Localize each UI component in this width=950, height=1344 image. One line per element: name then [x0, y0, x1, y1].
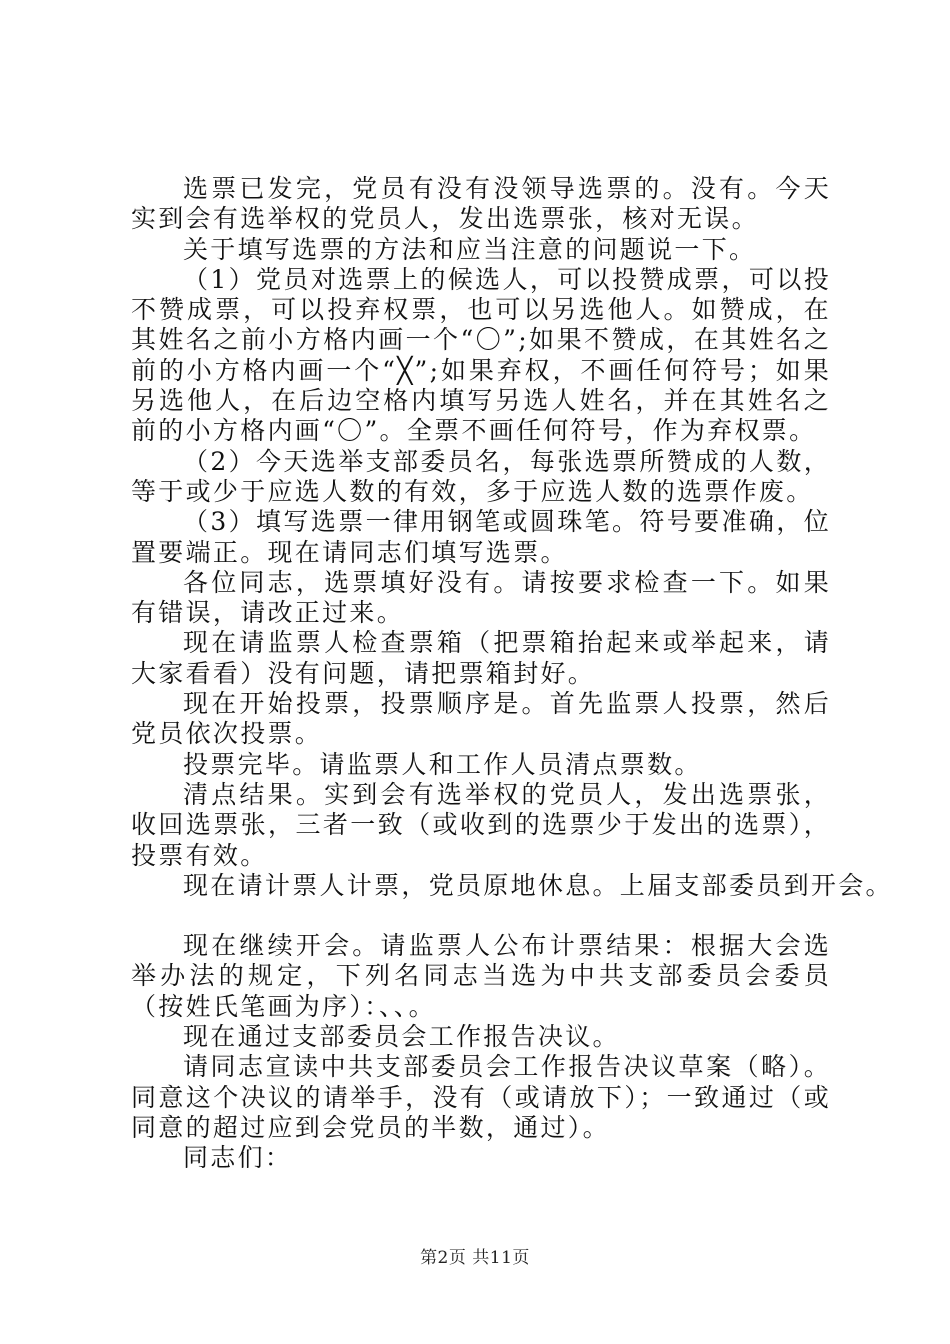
page-number-footer: 第2页 共11页 [420, 1248, 530, 1268]
paragraph: （1）党员对选票上的候选人，可以投赞成票，可以投不赞成票，可以投弃权票，也可以另选他人。如赞成，在其姓名之前小方格内画一个“〇”;如果不赞成，在其姓名之前的小方格内画一个“╳”;如果弃权，不画任何符号；如果另选他人，在后边空格内填写另选人姓名，并在其姓名之前的小方格内画“〇”。全票不画任何符号，作为弃权票。 [131, 264, 831, 446]
paragraph: 投票完毕。请监票人和工作人员清点票数。 [183, 749, 702, 779]
paragraph: 关于填写选票的方法和应当注意的问题说一下。 [183, 234, 757, 264]
paragraph: （2）今天选举支部委员名，每张选票所赞成的人数，等于或少于应选人数的有效，多于应选人数的选票作废。 [131, 446, 831, 506]
paragraph: 现在开始投票，投票顺序是。首先监票人投票，然后党员依次投票。 [131, 689, 831, 749]
paragraph: 清点结果。实到会有选举权的党员人，发出选票张，收回选票张，三者一致（或收到的选票少于发出的选票），投票有效。 [131, 779, 831, 870]
paragraph: 各位同志，选票填好没有。请按要求检查一下。如果有错误，请改正过来。 [131, 567, 831, 628]
document-body [131, 174, 893, 1174]
paragraph: 选票已发完，党员有没有没领导选票的。没有。今天实到会有选举权的党员人，发出选票张，核对无误。 [131, 174, 831, 234]
paragraph: 请同志宣读中共支部委员会工作报告决议草案（略）。同意这个决议的请举手，没有（或请放下）；一致通过（或同意的超过应到会党员的半数，通过）。 [131, 1052, 831, 1142]
paragraph: 同志们： [183, 1143, 293, 1173]
paragraph: （3）填写选票一律用钢笔或圆珠笔。符号要准确，位置要端正。现在请同志们填写选票。 [131, 507, 831, 567]
paragraph: 现在继续开会。请监票人公布计票结果：根据大会选举办法的规定，下列名同志当选为中共支部委员会委员（按姓氏笔画为序）：、、。 [131, 931, 831, 1021]
paragraph: 现在请监票人检查票箱（把票箱抬起来或举起来，请大家看看）没有问题，请把票箱封好。 [131, 628, 831, 688]
paragraph: 现在请计票人计票，党员原地休息。上届支部委员到开会。 [183, 870, 893, 900]
paragraph: 现在通过支部委员会工作报告决议。 [183, 1022, 620, 1052]
